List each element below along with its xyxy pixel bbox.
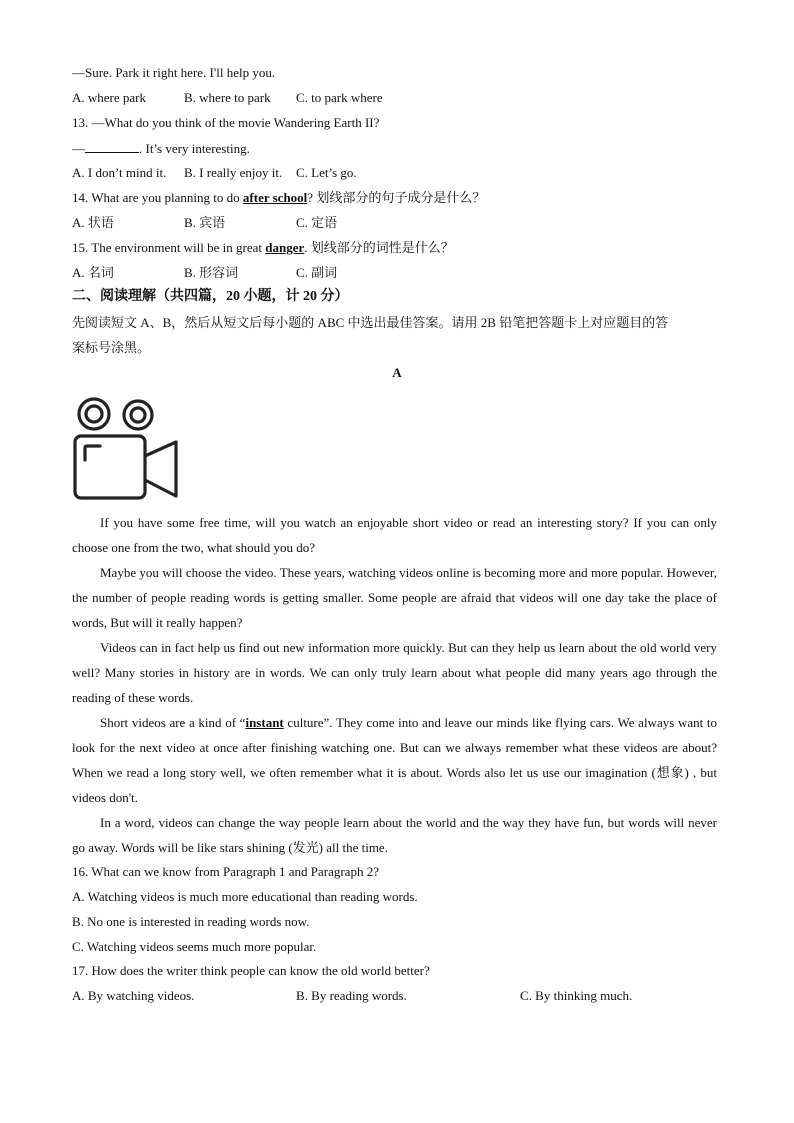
q12-answer-line: —Sure. Park it right here. I'll help you. (72, 65, 276, 80)
q15-option-b: B. 形容词 (184, 265, 239, 280)
passage-paragraph-5: In a word, videos can change the way people learn about the world and the way they have fun, but words will never go away. Words will be like stars shining (发光) all the time. (72, 815, 717, 855)
q15-option-c: C. 副词 (296, 265, 338, 280)
p4-prefix: Short videos are a kind of “ (100, 715, 246, 730)
q17-option-c: C. By thinking much. (520, 988, 633, 1003)
p4-underlined-word: instant (245, 715, 284, 730)
q13-question: 13. —What do you think of the movie Wandering Earth II? (72, 115, 380, 130)
q16-option-a: A. Watching videos is much more educational than reading words. (72, 889, 418, 904)
q13-reply-suffix: . It’s very interesting. (139, 141, 250, 156)
q14-question (72, 190, 485, 206)
q13-option-c: C. Let’s go. (296, 165, 357, 180)
q15-option-a: A. 名词 (72, 265, 114, 280)
q15-prefix: 15. The environment will be in great (72, 240, 266, 255)
q15-suffix: . 划线部分的词性是什么？ (304, 240, 454, 255)
q16-option-b: B. No one is interested in reading words now. (72, 914, 310, 929)
q13-answer-blank (85, 140, 139, 153)
q12-option-b: B. where to park (184, 90, 271, 105)
q17-option-b: B. By reading words. (296, 988, 407, 1003)
q13-reply-line (72, 140, 250, 157)
q14-suffix: ? 划线部分的句子成分是什么？ (307, 190, 486, 205)
passage-paragraph-3: Videos can in fact help us find out new information more quickly. But can they help us learn about the old world very well? Many stories in history are in words. We can only truly learn about what people did many years ago through the reading of these words. (72, 640, 717, 705)
q12-option-a: A. where park (72, 90, 146, 105)
q17-option-a: A. By watching videos. (72, 988, 195, 1003)
q15-underlined-word: danger (265, 240, 305, 255)
q14-option-c: C. 定语 (296, 215, 338, 230)
q15-question (72, 240, 454, 256)
q14-underlined-phrase: after school (242, 190, 308, 205)
q16-option-c: C. Watching videos seems much more popular. (72, 939, 317, 954)
q13-option-b: B. I really enjoy it. (184, 165, 283, 180)
section-instruction-line2: 案标号涂黑。 (72, 340, 151, 355)
q14-option-b: B. 宾语 (184, 215, 226, 230)
q12-option-c: C. to park where (296, 90, 383, 105)
q13-reply-prefix: — (72, 141, 85, 156)
section-heading: 二、阅读理解（共四篇，20 小题，计 20 分） (72, 289, 349, 304)
video-camera-icon (72, 394, 180, 506)
passage-paragraph-4 (72, 710, 717, 810)
p4-suffix: culture”. They come into and leave our minds like flying cars. We always want to look for the next video at once after finishing watching one. But can we always remember what these videos are about? When we read a long story well, we often remember what it is about. Words also let us use our imagination (想象) , but videos don't. (72, 715, 717, 805)
section-instruction-line1: 先阅读短文 A、B，然后从短文后每小题的 ABC 中选出最佳答案。请用 2B 铅笔把答题卡上对应题目的答 (72, 315, 669, 330)
passage-paragraph-1: If you have some free time, will you watch an enjoyable short video or read an interesting story? If you can only choose one from the two, what should you do? (72, 515, 717, 555)
q14-prefix: 14. What are you planning to do (72, 190, 243, 205)
q13-option-a: A. I don’t mind it. (72, 165, 167, 180)
passage-label: A (392, 365, 402, 380)
q17-question: 17. How does the writer think people can know the old world better? (72, 963, 430, 978)
q14-option-a: A. 状语 (72, 215, 114, 230)
q16-question: 16. What can we know from Paragraph 1 and Paragraph 2? (72, 864, 379, 879)
passage-paragraph-2: Maybe you will choose the video. These years, watching videos online is becoming more and more popular. However, the number of people reading words is getting smaller. Some people are afraid that videos will one day take the place of words, But will it really happen? (72, 565, 717, 630)
